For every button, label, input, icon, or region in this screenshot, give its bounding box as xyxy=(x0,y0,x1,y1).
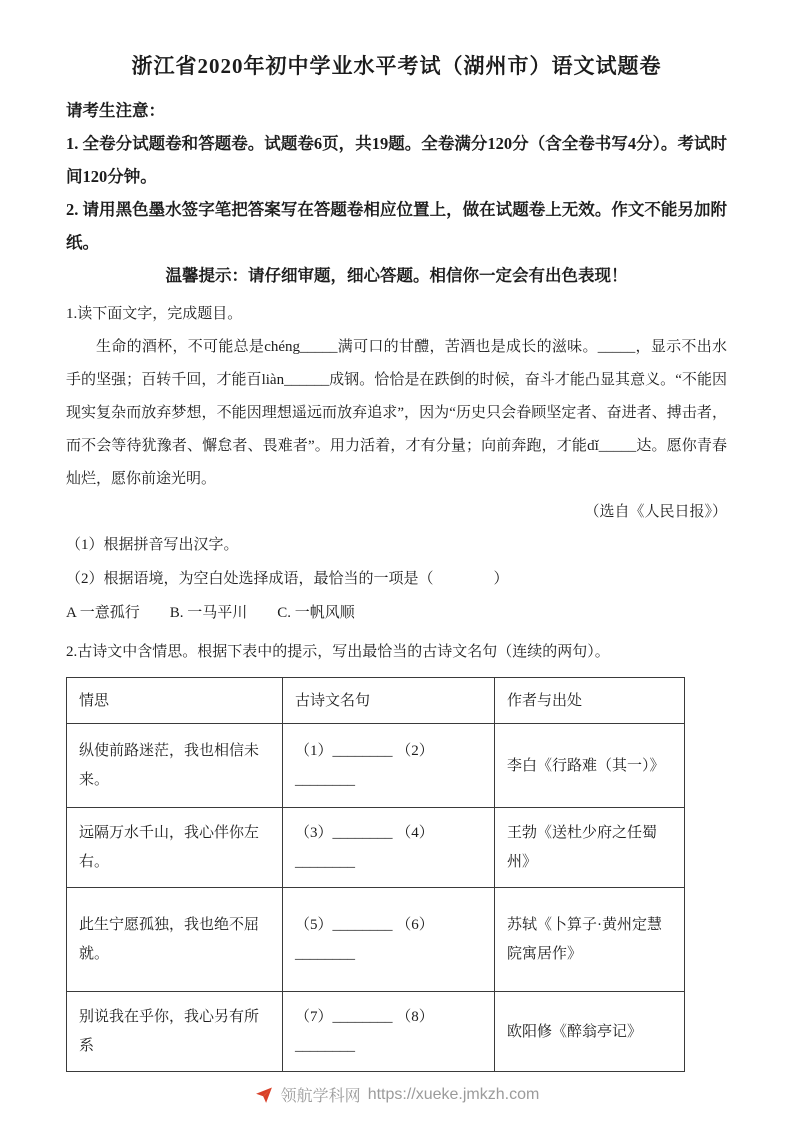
question-1-stem: 1.读下面文字，完成题目。 xyxy=(66,306,243,322)
notice-item-2: 2. 请用黑色墨水签字笔把答案写在答题卷相应位置上，做在试题卷上无效。作文不能另加附纸。 xyxy=(66,200,727,252)
table-row xyxy=(67,888,685,992)
notice-section xyxy=(66,94,727,292)
notice-heading: 请考生注意： xyxy=(66,101,165,120)
table-row xyxy=(67,808,685,888)
col-header-author: 作者与出处 xyxy=(495,678,685,724)
poetry-table xyxy=(66,677,685,1072)
feeling-cell: 此生宁愿孤独，我也绝不屈就。 xyxy=(67,888,283,992)
xueke-logo-icon xyxy=(254,1085,274,1105)
question-1-passage: 生命的酒杯，不可能总是chéng_____满可口的甘醴，苦酒也是成长的滋味。_____，显示不出水手的坚强；百转千回，才能百liàn______成钢。恰恰是在跌倒的时候，奋斗才能凸显其意义。“不能因现实复杂而放弃梦想，不能因理想遥远而放弃追求”，因为“历史只会眷顾坚定者、奋进者、搏击者，而不会等待犹豫者、懈怠者、畏难者”。用力活着，才有分量；向前奔跑，才能dǐ_____达。愿你青春灿烂，愿你前途光明。 xyxy=(66,339,727,487)
watermark-site: 领航学科网 xyxy=(280,1088,361,1105)
notice-item-1: 1. 全卷分试题卷和答题卷。试题卷6页，共19题。全卷满分120分（含全卷书写4分）。考试时间120分钟。 xyxy=(66,134,727,186)
blanks-cell: （1）________ （2）________ xyxy=(283,724,495,808)
watermark-url: https://xueke.jmkzh.com xyxy=(367,1085,540,1103)
table-row xyxy=(67,724,685,808)
table-row xyxy=(67,992,685,1072)
question-1-options: A 一意孤行 B. 一马平川 C. 一帆风顺 xyxy=(66,604,355,621)
feeling-cell: 别说我在乎你，我心另有所系 xyxy=(67,992,283,1072)
question-2 xyxy=(66,636,727,1072)
feeling-cell: 纵使前路迷茫，我也相信未来。 xyxy=(67,724,283,808)
blanks-cell: （3）________ （4）________ xyxy=(283,808,495,888)
col-header-feeling: 情思 xyxy=(67,678,283,724)
table-header-row xyxy=(67,678,685,724)
author-cell: 苏轼《卜算子·黄州定慧院寓居作》 xyxy=(495,888,685,992)
blanks-cell: （5）________ （6）________ xyxy=(283,888,495,992)
passage-source: （选自《人民日报》） xyxy=(584,504,727,520)
author-cell: 王勃《送杜少府之任蜀州》 xyxy=(495,808,685,888)
question-1 xyxy=(66,298,727,630)
watermark-footer xyxy=(0,1083,793,1106)
author-cell: 欧阳修《醉翁亭记》 xyxy=(495,992,685,1072)
question-2-stem: 2.古诗文中含情思。根据下表中的提示，写出最恰当的古诗文名句（连续的两句）。 xyxy=(66,644,610,661)
author-cell: 李白《行路难（其一）》 xyxy=(495,724,685,808)
blanks-cell: （7）________ （8）________ xyxy=(283,992,495,1072)
question-1-sub-2: （2）根据语境，为空白处选择成语，最恰当的一项是（ ） xyxy=(66,570,509,587)
notice-tip: 温馨提示：请仔细审题，细心答题。相信你一定会有出色表现！ xyxy=(165,266,628,285)
question-1-sub-1: （1）根据拼音写出汉字。 xyxy=(66,537,239,553)
feeling-cell: 远隔万水千山，我心伴你左右。 xyxy=(67,808,283,888)
page-title: 浙江省2020年初中学业水平考试（湖州市）语文试题卷 xyxy=(131,54,662,78)
col-header-quote: 古诗文名句 xyxy=(283,678,495,724)
